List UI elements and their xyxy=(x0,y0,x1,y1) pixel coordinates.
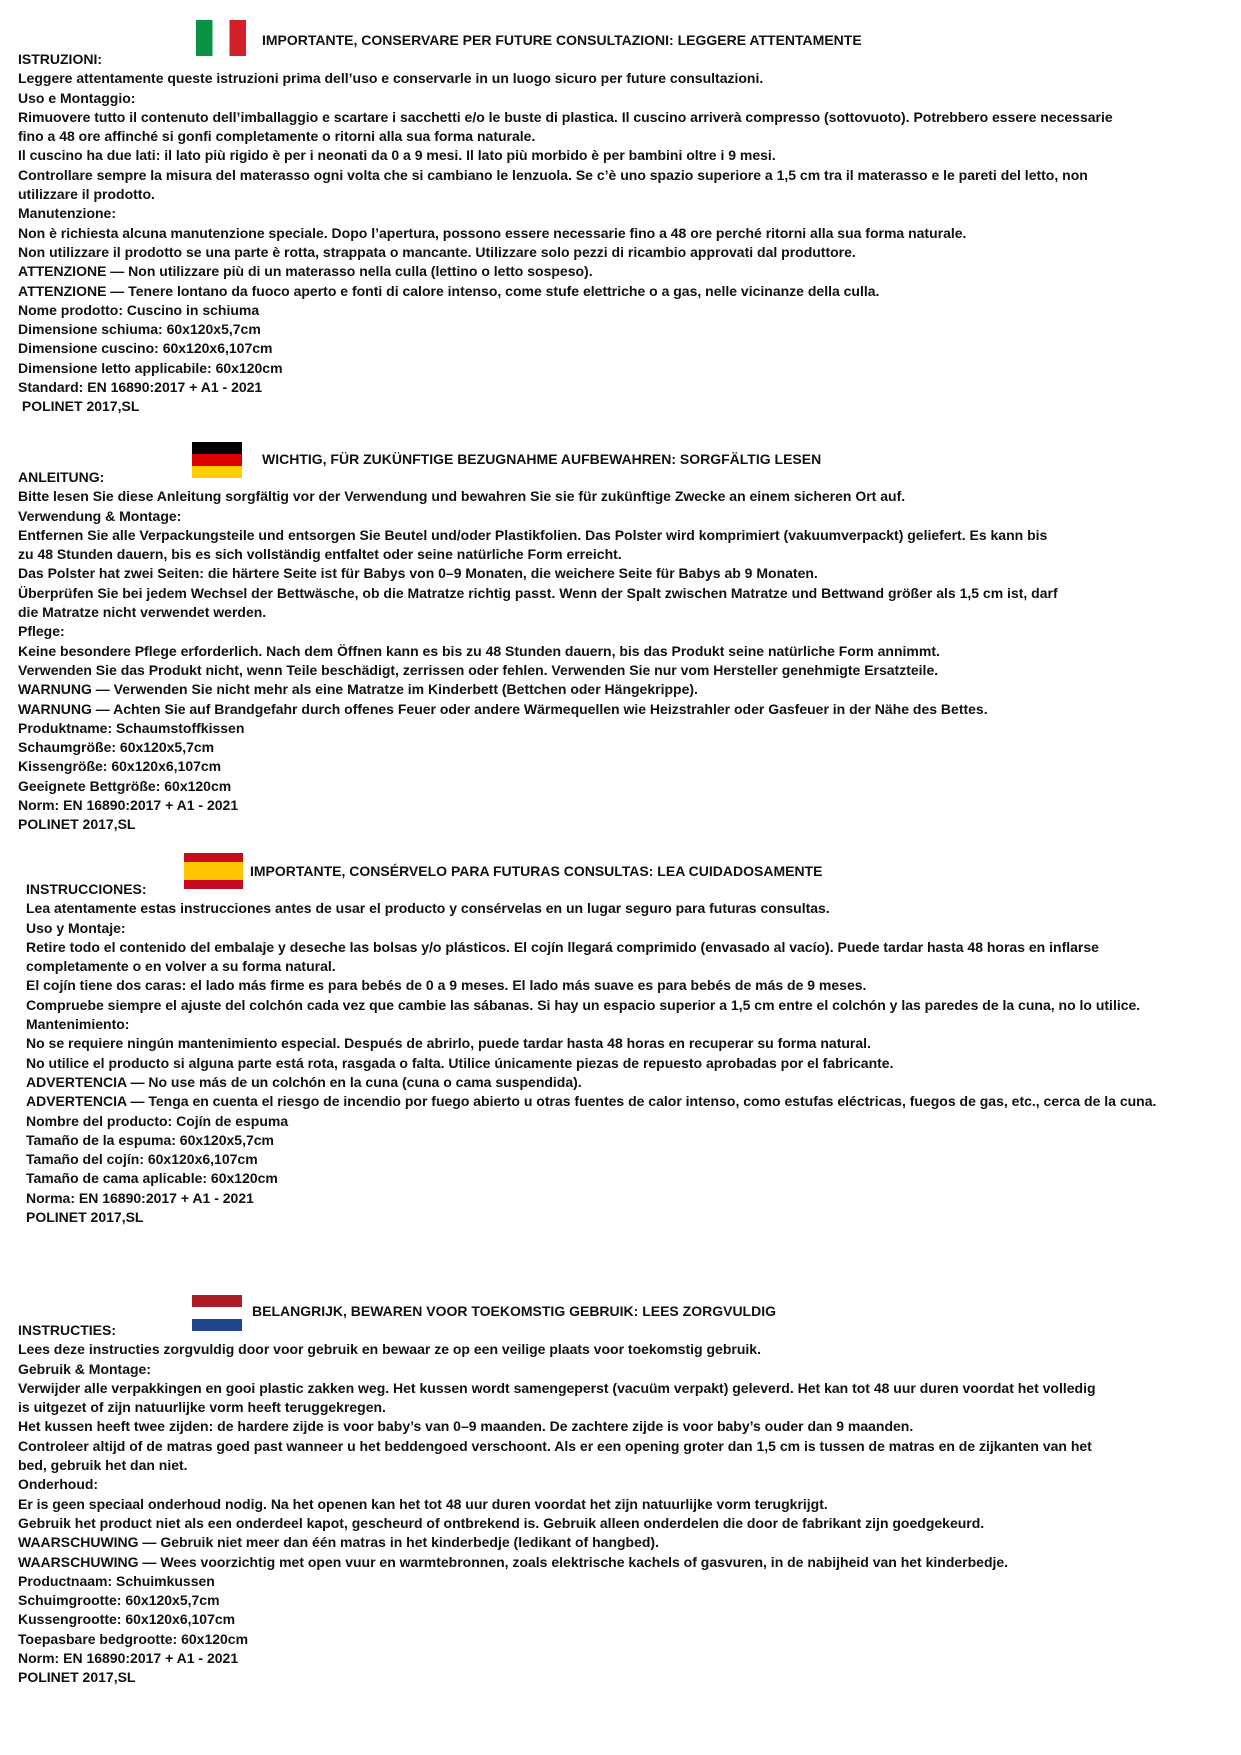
spanish-line: ADVERTENCIA — No use más de un colchón en la cuna (cuna o cama suspendida). xyxy=(26,1073,582,1090)
dutch-line: INSTRUCTIES: xyxy=(18,1322,116,1338)
italian-line: ATTENZIONE — Non utilizzare più di un materasso nella culla (lettino o letto sospeso). xyxy=(18,263,593,280)
dutch-line: Gebruik & Montage: xyxy=(18,1360,152,1377)
dutch-line: Kussengrootte: 60x120x6,107cm xyxy=(18,1611,236,1628)
spanish-line: ADVERTENCIA — Tenga en cuenta el riesgo de incendio por fuego abierto u otras fuentes de calor intenso, como estufas eléctricas, fuegos de gas, etc., cerca de la cuna. xyxy=(26,1093,1157,1110)
dutch-line: Onderhoud: xyxy=(18,1476,99,1493)
spanish-line: POLINET 2017,SL xyxy=(26,1209,144,1226)
dutch-line: bed, gebruik het dan niet. xyxy=(18,1457,188,1474)
german-line: zu 48 Stunden dauern, bis es sich vollständig entfaltet oder seine natürliche Form erreicht. xyxy=(18,546,622,563)
dutch-header: BELANGRIJK, BEWAREN VOOR TOEKOMSTIG GEBRUIK: LEES ZORGVULDIG xyxy=(252,1303,776,1319)
italian-line: Non utilizzare il prodotto se una parte è rotta, strappata o mancante. Utilizzare solo pezzi di ricambio approvati dal produttore. xyxy=(18,243,856,260)
italian-line: POLINET 2017,SL xyxy=(18,398,140,415)
dutch-line: Het kussen heeft twee zijden: de hardere zijde is voor baby’s van 0–9 maanden. De zachtere zijde is voor baby’s ouder dan 9 maanden. xyxy=(18,1418,914,1435)
spanish-instructions xyxy=(26,880,1234,1227)
spanish-line: Nombre del producto: Cojín de espuma xyxy=(26,1112,289,1129)
german-line: Entfernen Sie alle Verpackungsteile und entsorgen Sie Beutel und/oder Plastikfolien. Das Polster wird komprimiert (vakuumverpackt) geliefert. Es kann bis xyxy=(18,526,1048,543)
german-line: Keine besondere Pflege erforderlich. Nach dem Öffnen kann es bis zu 48 Stunden dauern, bis das Produkt seine natürliche Form annimmt. xyxy=(18,642,940,659)
dutch-line: Schuimgrootte: 60x120x5,7cm xyxy=(18,1592,220,1609)
italian-line: Dimensione schiuma: 60x120x5,7cm xyxy=(18,321,261,338)
spanish-line: Tamaño de la espuma: 60x120x5,7cm xyxy=(26,1131,274,1148)
italian-line: Dimensione letto applicabile: 60x120cm xyxy=(18,359,283,376)
spanish-line: Mantenimiento: xyxy=(26,1016,130,1033)
spanish-line: No utilice el producto si alguna parte está rota, rasgada o falta. Utilice únicamente piezas de repuesto aprobadas por el fabricante. xyxy=(26,1054,894,1071)
german-line: Geeignete Bettgröße: 60x120cm xyxy=(18,777,232,794)
german-instructions xyxy=(18,468,1233,835)
german-line: Pflege: xyxy=(18,623,65,640)
italian-line: utilizzare il prodotto. xyxy=(18,186,155,203)
dutch-line: Norm: EN 16890:2017 + A1 - 2021 xyxy=(18,1650,239,1667)
dutch-line: Er is geen speciaal onderhoud nodig. Na het openen kan het tot 48 uur duren voordat het zijn natuurlijke vorm terugkrijgt. xyxy=(18,1495,828,1512)
italian-line: Non è richiesta alcuna manutenzione speciale. Dopo l’apertura, possono essere necessarie fino a 48 ore perché ritorni alla sua forma naturale. xyxy=(18,224,967,241)
german-line: Produktname: Schaumstoffkissen xyxy=(18,719,245,736)
german-line: Kissengröße: 60x120x6,107cm xyxy=(18,758,222,775)
spanish-line: Tamaño de cama aplicable: 60x120cm xyxy=(26,1170,278,1187)
spanish-line: completamente o en volver a su forma natural. xyxy=(26,958,336,975)
german-header: WICHTIG, FÜR ZUKÜNFTIGE BEZUGNAHME AUFBEWAHREN: SORGFÄLTIG LESEN xyxy=(262,451,822,467)
german-line: WARNUNG — Achten Sie auf Brandgefahr durch offenes Feuer oder andere Wärmequellen wie Heizstrahler oder Gasfeuer in der Nähe des Bettes. xyxy=(18,700,988,717)
german-line: WARNUNG — Verwenden Sie nicht mehr als eine Matratze im Kinderbett (Bettchen oder Hängekrippe). xyxy=(18,681,698,698)
italian-line: Dimensione cuscino: 60x120x6,107cm xyxy=(18,340,273,357)
german-line: Schaumgröße: 60x120x5,7cm xyxy=(18,739,215,756)
spanish-line: Norma: EN 16890:2017 + A1 - 2021 xyxy=(26,1189,254,1206)
spanish-line: Compruebe siempre el ajuste del colchón cada vez que cambie las sábanas. Si hay un espacio superior a 1,5 cm entre el colchón y las paredes de la cuna, no lo utilice. xyxy=(26,996,1141,1013)
dutch-line: WAARSCHUWING — Wees voorzichtig met open vuur en warmtebronnen, zoals elektrische kachels of gasvuren, in de nabijheid van het kinderbedje. xyxy=(18,1553,1009,1570)
dutch-line: Controleer altijd of de matras goed past wanneer u het beddengoed verschoont. Als er een opening groter dan 1,5 cm is tussen de matras en de zijkanten van het xyxy=(18,1437,1092,1454)
italian-header: IMPORTANTE, CONSERVARE PER FUTURE CONSULTAZIONI: LEGGERE ATTENTAMENTE xyxy=(262,32,862,48)
spanish-line: Retire todo el contenido del embalaje y deseche las bolsas y/o plásticos. El cojín llegará comprimido (envasado al vacío). Puede tardar hasta 48 horas en inflarse xyxy=(26,938,1099,955)
italian-line: Rimuovere tutto il contenuto dell’imballaggio e scartare i sacchetti e/o le buste di plastica. Il cuscino arriverà compresso (sottovuoto). Potrebbero essere necessarie xyxy=(18,108,1113,125)
italian-line: Standard: EN 16890:2017 + A1 - 2021 xyxy=(18,379,263,396)
italian-line: Leggere attentamente queste istruzioni prima dell’uso e conservarle in un luogo sicuro per future consultazioni. xyxy=(18,70,764,87)
german-line: Verwendung & Montage: xyxy=(18,507,182,524)
german-line: die Matratze nicht verwendet werden. xyxy=(18,604,267,621)
italian-line: fino a 48 ore affinché si gonfi completamente o ritorni alla sua forma naturale. xyxy=(18,128,536,145)
dutch-line: Lees deze instructies zorgvuldig door voor gebruik en bewaar ze op een veilige plaats voor toekomstig gebruik. xyxy=(18,1341,761,1358)
german-line: Verwenden Sie das Produkt nicht, wenn Teile beschädigt, zerrissen oder fehlen. Verwenden Sie nur vom Hersteller genehmigte Ersatzteile. xyxy=(18,661,939,678)
dutch-line: Verwijder alle verpakkingen en gooi plastic zakken weg. Het kussen wordt samengeperst (vacuüm verpakt) geleverd. Het kan tot 48 uur duren voordat het volledig xyxy=(18,1379,1096,1396)
dutch-instructions xyxy=(18,1321,1233,1688)
german-line: ANLEITUNG: xyxy=(18,469,105,485)
italian-line: ATTENZIONE — Tenere lontano da fuoco aperto e fonti di calore intenso, come stufe elettriche o a gas, nelle vicinanze della culla. xyxy=(18,282,880,299)
italian-line: Controllare sempre la misura del materasso ogni volta che si cambiano le lenzuola. Se c’è uno spazio superiore a 1,5 cm tra il materasso e le pareti del letto, non xyxy=(18,166,1088,183)
italian-line: Il cuscino ha due lati: il lato più rigido è per i neonati da 0 a 9 mesi. Il lato più morbido è per bambini oltre i 9 mesi. xyxy=(18,147,776,164)
italian-line: Uso e Montaggio: xyxy=(18,89,136,106)
dutch-line: is uitgezet of zijn natuurlijke vorm heeft teruggekregen. xyxy=(18,1399,386,1416)
german-line: Überprüfen Sie bei jedem Wechsel der Bettwäsche, ob die Matratze richtig passt. Wenn der Spalt zwischen Matratze und Bettwand größer als 1,5 cm ist, darf xyxy=(18,584,1058,601)
spanish-line: No se requiere ningún mantenimiento especial. Después de abrirlo, puede tardar hasta 48 horas en recuperar su forma natural. xyxy=(26,1035,871,1052)
italian-line: ISTRUZIONI: xyxy=(18,51,102,67)
dutch-line: WAARSCHUWING — Gebruik niet meer dan één matras in het kinderbedje (ledikant of hangbed). xyxy=(18,1534,659,1551)
dutch-line: POLINET 2017,SL xyxy=(18,1669,136,1686)
italian-line: Manutenzione: xyxy=(18,205,116,222)
spanish-line: Uso y Montaje: xyxy=(26,919,126,936)
dutch-line: Gebruik het product niet als een onderdeel kapot, gescheurd of ontbrekend is. Gebruik alleen onderdelen die door de fabrikant zijn goedgekeurd. xyxy=(18,1514,985,1531)
spanish-line: Tamaño del cojín: 60x120x6,107cm xyxy=(26,1151,258,1168)
italian-line: Nome prodotto: Cuscino in schiuma xyxy=(18,301,260,318)
italian-instructions xyxy=(18,50,1233,417)
spanish-line: INSTRUCCIONES: xyxy=(26,881,147,897)
dutch-line: Productnaam: Schuimkussen xyxy=(18,1572,215,1589)
spanish-line: Lea atentamente estas instrucciones antes de usar el producto y consérvelas en un lugar seguro para futuras consultas. xyxy=(26,900,830,917)
german-line: POLINET 2017,SL xyxy=(18,816,136,833)
german-line: Norm: EN 16890:2017 + A1 - 2021 xyxy=(18,797,239,814)
spanish-line: El cojín tiene dos caras: el lado más firme es para bebés de 0 a 9 meses. El lado más suave es para bebés de más de 9 meses. xyxy=(26,977,867,994)
german-line: Das Polster hat zwei Seiten: die härtere Seite ist für Babys von 0–9 Monaten, die weichere Seite für Babys ab 9 Monaten. xyxy=(18,565,818,582)
spanish-header: IMPORTANTE, CONSÉRVELO PARA FUTURAS CONSULTAS: LEA CUIDADOSAMENTE xyxy=(250,863,823,879)
dutch-line: Toepasbare bedgrootte: 60x120cm xyxy=(18,1630,249,1647)
german-line: Bitte lesen Sie diese Anleitung sorgfältig vor der Verwendung und bewahren Sie sie für zukünftige Zwecke an einem sicheren Ort auf. xyxy=(18,488,906,505)
